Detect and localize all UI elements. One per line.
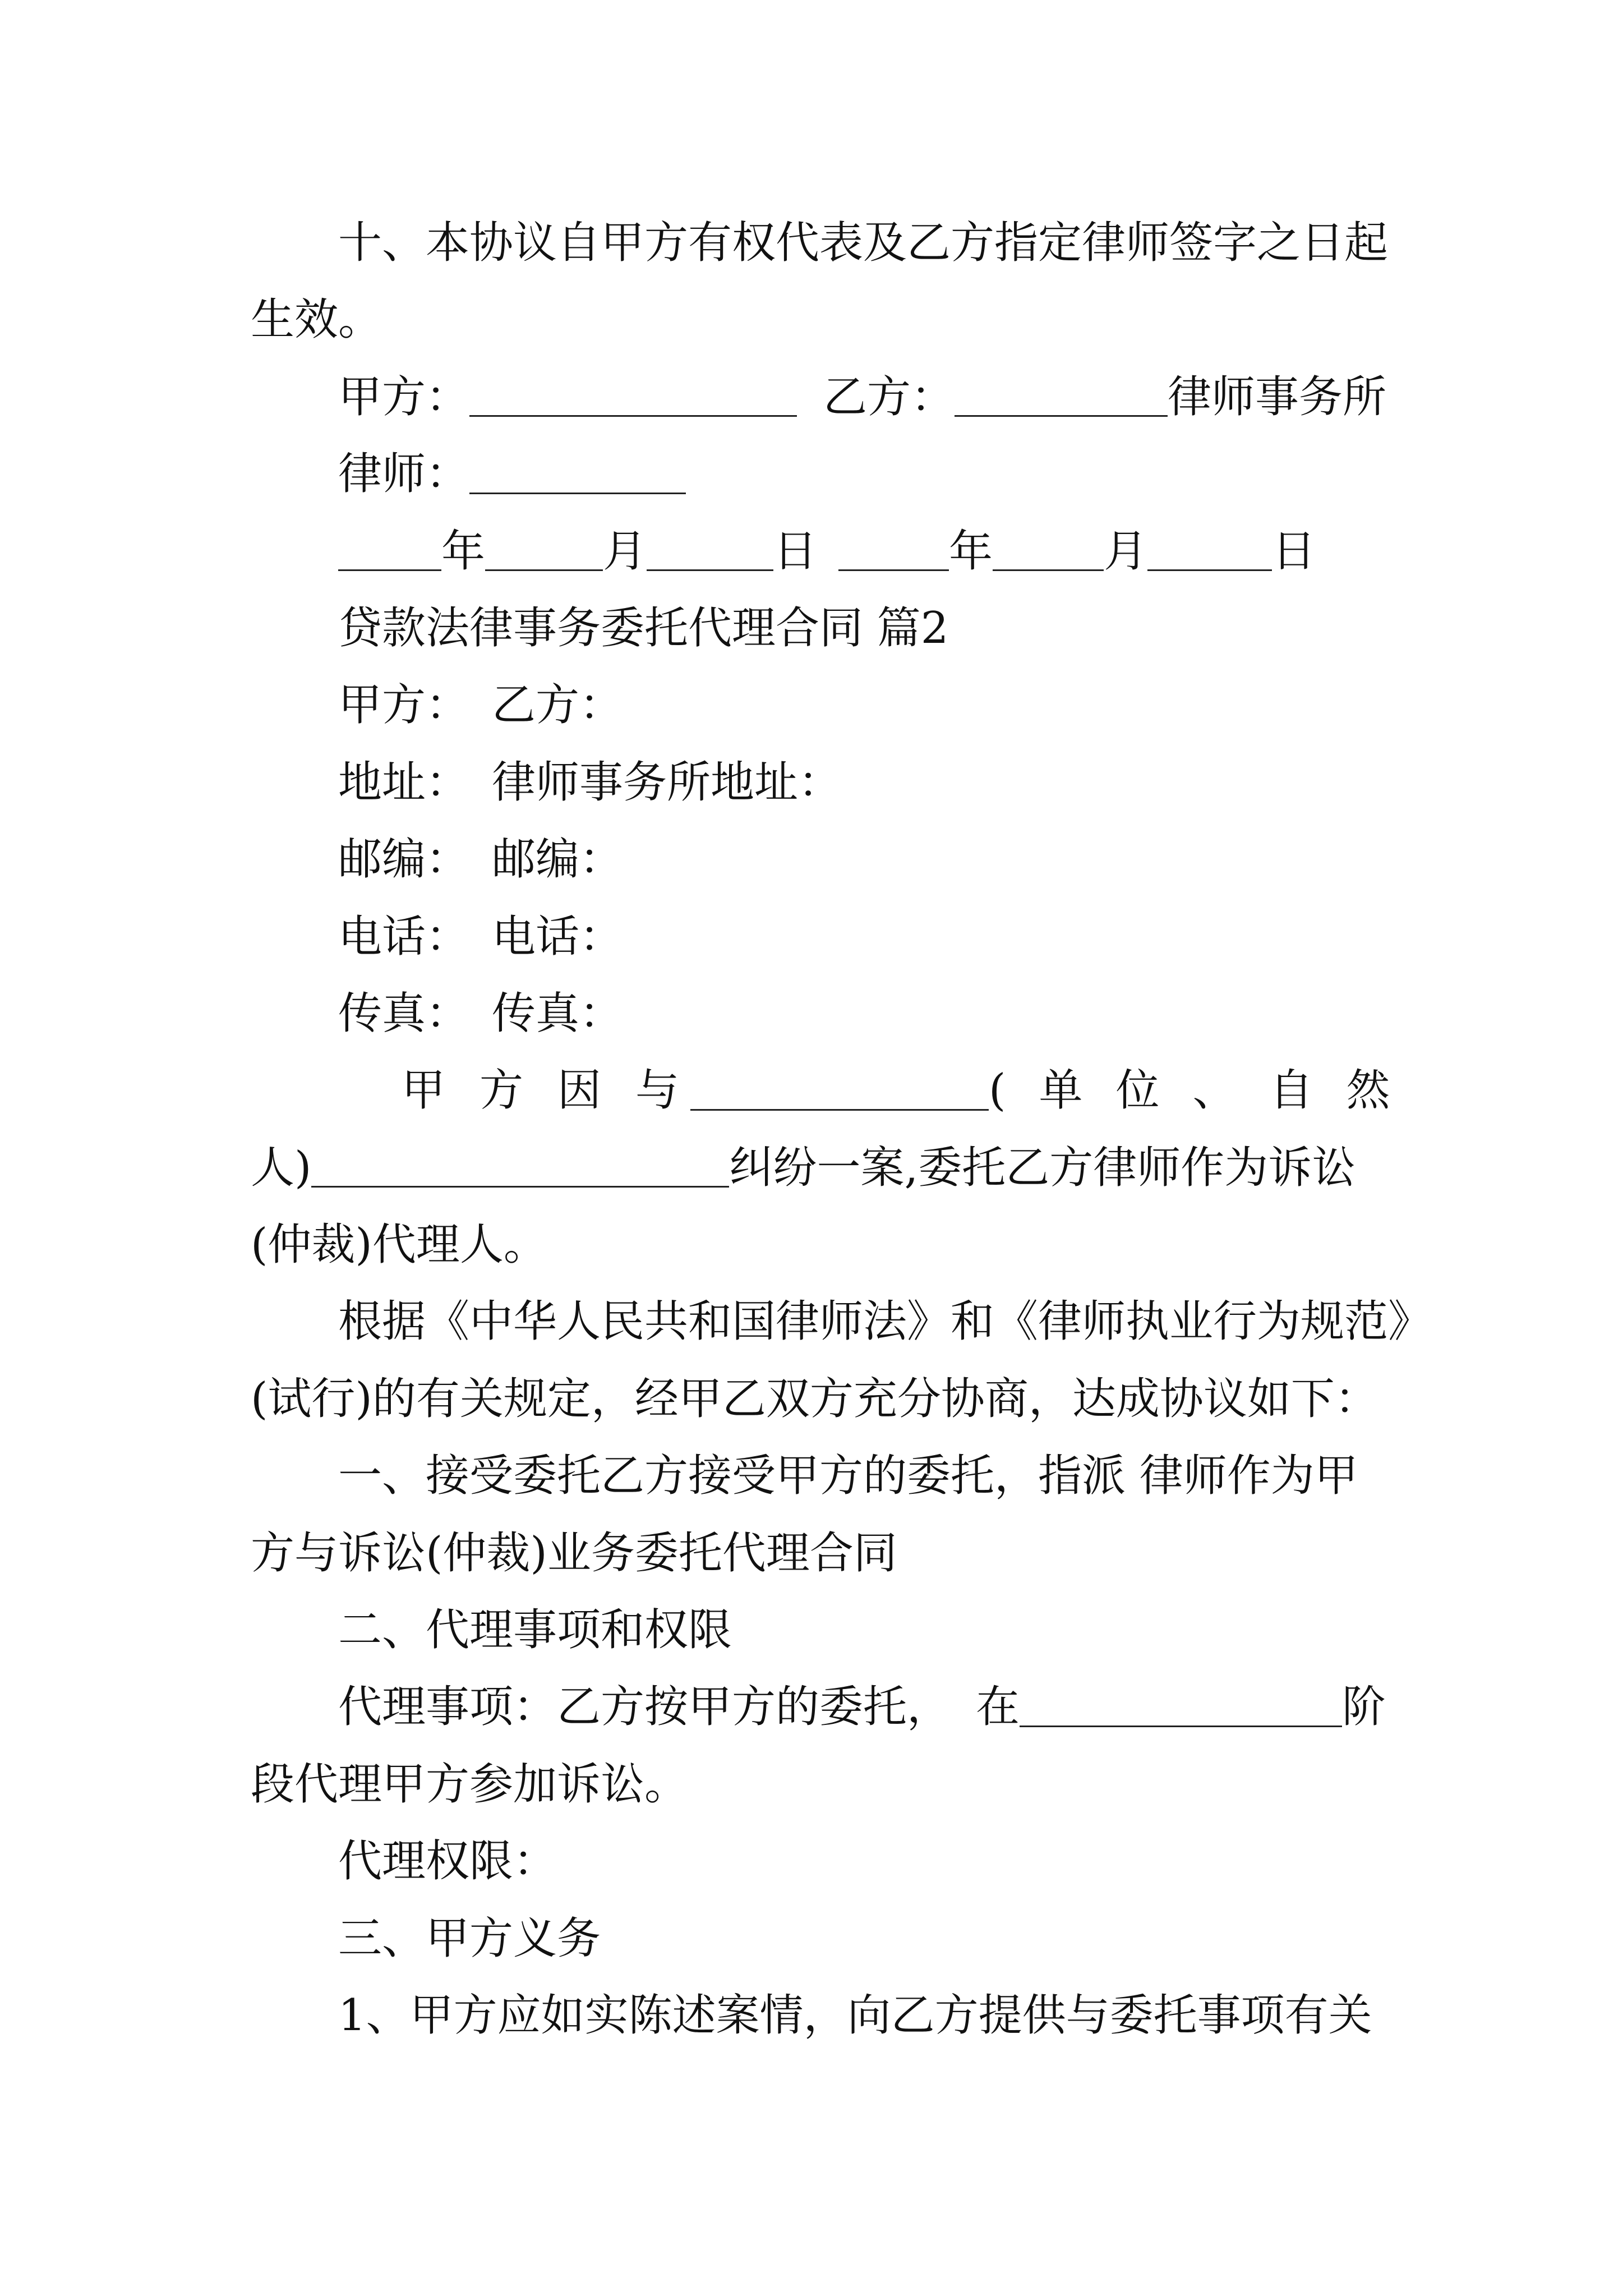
signature-date-row <box>251 513 1389 590</box>
date-a-year-blank <box>338 530 441 571</box>
matters-before: 代理事项：乙方按甲方的委托， <box>338 1682 951 1733</box>
signature-lawyer-row <box>251 436 1389 513</box>
stage-blank <box>1020 1686 1342 1727</box>
law-firm-suffix: 律师事务所 <box>1168 371 1387 422</box>
recital-line-1 <box>251 1052 1423 1129</box>
matters-in: 在 <box>976 1682 1020 1733</box>
lawyer-label: 律师： <box>338 449 470 500</box>
date-b-day-blank <box>1147 530 1272 571</box>
article-1-line-2: 方与诉讼(仲裁)业务委托代理合同 <box>251 1527 897 1579</box>
recital-line-1-before: 甲方因与 <box>402 1065 714 1116</box>
recital-line-2-after: 纠纷一案,委托乙方律师作为诉讼 <box>729 1142 1356 1193</box>
matters-after: 阶 <box>1342 1682 1386 1733</box>
party-a-blank <box>469 376 797 417</box>
date-b-day-label: 日 <box>1272 526 1316 577</box>
party-row-left: 电话： <box>338 911 470 962</box>
date-b-year-label: 年 <box>949 526 993 577</box>
party-a-label: 甲方： <box>338 371 470 422</box>
article-2-matters-line-1 <box>251 1669 1389 1746</box>
document-body <box>251 205 1432 2054</box>
article-2-matters-line-2: 段代理甲方参加诉讼。 <box>251 1759 689 1810</box>
party-row-left: 甲方： <box>338 680 470 731</box>
party-row-left: 传真： <box>338 988 470 1039</box>
date-b-month-blank <box>993 530 1104 571</box>
recital-line-2 <box>251 1130 1389 1207</box>
date-b-year-blank <box>838 530 949 571</box>
article-2-authority: 代理权限： <box>338 1836 557 1887</box>
party-row-right: 传真： <box>492 988 624 1039</box>
article-3-item-1: 1、甲方应如实陈述案情，向乙方提供与委托事项有关 <box>338 1990 1372 2041</box>
dispute-blank <box>311 1147 729 1188</box>
date-a-day-label: 日 <box>773 526 818 577</box>
date-a-month-label: 月 <box>603 526 647 577</box>
lawyer-blank <box>469 453 686 494</box>
party-row-phone <box>251 899 1389 976</box>
party-row-right: 邮编： <box>492 834 624 885</box>
party-row-left: 邮编： <box>338 834 470 885</box>
basis-line-1: 根据《中华人民共和国律师法》和《律师执业行为规范》 <box>338 1296 1432 1347</box>
clause-10-line-2: 生效。 <box>251 295 382 346</box>
basis-line-2: (试行)的有关规定，经甲乙双方充分协商，达成协议如下： <box>251 1373 1378 1424</box>
article-3-heading: 三、甲方义务 <box>338 1913 601 1964</box>
party-row-left: 地址： <box>338 757 470 808</box>
date-a-year-label: 年 <box>441 526 486 577</box>
recital-line-1-after: (单位、自然 <box>989 1065 1423 1116</box>
party-row-right: 律师事务所地址： <box>492 757 842 808</box>
party-b-label: 乙方： <box>823 371 955 422</box>
counterparty-blank <box>690 1069 989 1110</box>
article-2-heading: 二、代理事项和权限 <box>338 1605 732 1656</box>
party-row-address <box>251 744 1389 821</box>
party-row-fax <box>251 976 1389 1052</box>
party-row-right: 电话： <box>492 911 624 962</box>
date-a-day-blank <box>647 530 773 571</box>
party-b-blank <box>955 376 1168 417</box>
article-1-line-1: 一、接受委托乙方接受甲方的委托，指派 律师作为甲 <box>338 1451 1358 1502</box>
clause-10-line-1: 十、本协议自甲方有权代表及乙方指定律师签字之日起 <box>338 218 1389 268</box>
recital-line-2-before: 人) <box>251 1142 312 1193</box>
signature-parties-row <box>251 359 1389 436</box>
date-b-month-label: 月 <box>1104 526 1148 577</box>
recital-line-3: (仲裁)代理人。 <box>251 1220 547 1271</box>
contract-2-title: 贷款法律事务委托代理合同 篇2 <box>338 602 949 654</box>
party-row-names <box>251 667 1389 744</box>
date-a-month-blank <box>485 530 603 571</box>
party-row-right: 乙方： <box>492 680 624 731</box>
party-row-postcode <box>251 821 1389 898</box>
